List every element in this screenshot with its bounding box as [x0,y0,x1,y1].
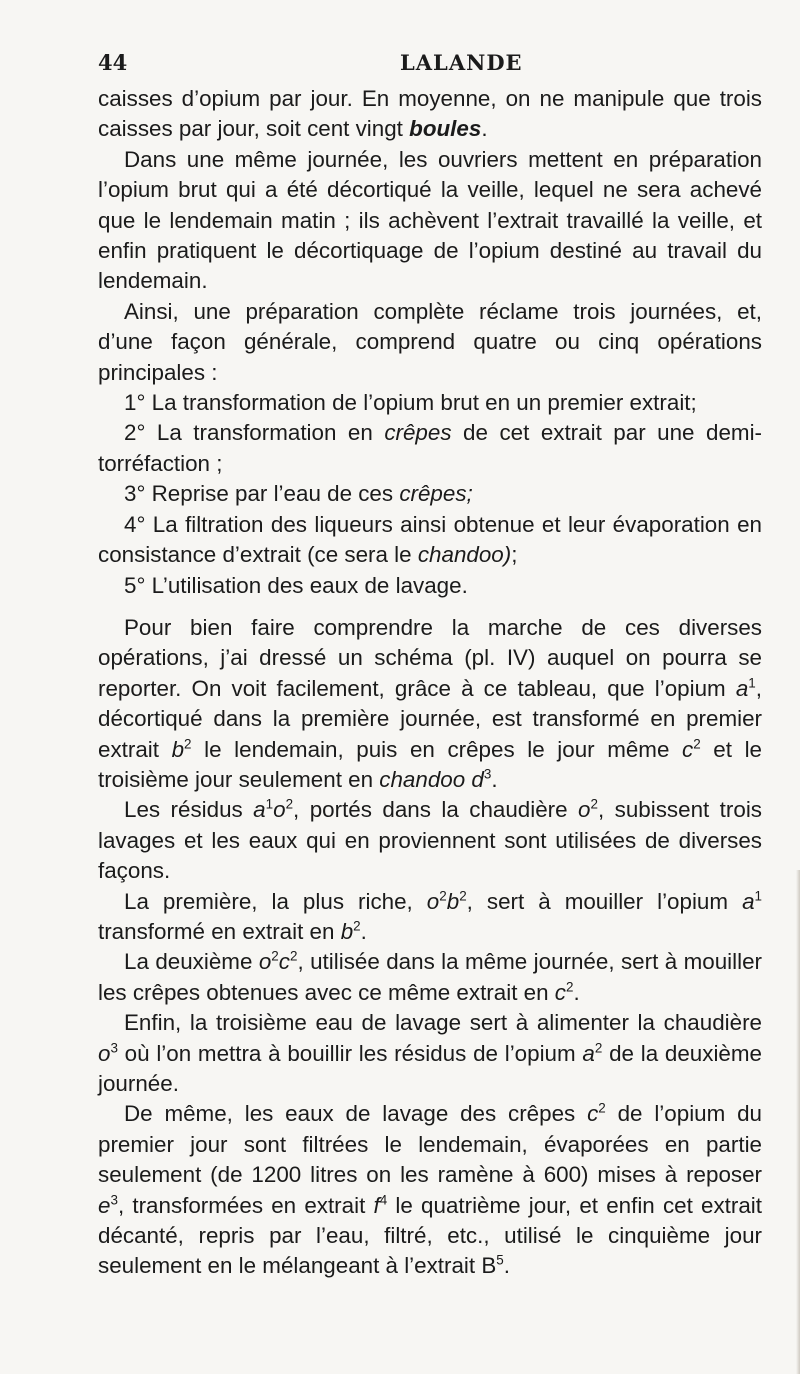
text-segment: 2 [565,979,574,995]
list-item-4 [98,510,762,571]
text-segment: La deuxième [124,949,259,975]
text-segment: o [258,949,272,975]
text-segment: . [491,766,498,792]
text-segment: b [446,888,460,914]
text-segment: Ainsi, une préparation complète réclame trois journées, et, d’une façon générale, comprend quatre ou cinq opérations principales : [98,298,762,385]
text-segment: Dans une même journée, les ouvriers mettent en préparation l’opium brut qui a été décortiqué la veille, lequel ne sera achevé que le lendemain matin ; ils achèvent l’extrait travaillé la veille, et enfin pratiquent le décortiquage de l’opium destiné au travail du lendemain. [98,146,762,294]
list-item-2 [98,418,762,479]
text-segment: . [503,1253,511,1279]
text-segment: et le troisième jour seulement en [98,736,762,792]
text-segment: De même, les eaux de lavage des crêpes [124,1101,588,1127]
text-segment: a [735,675,749,701]
text-segment: 3 [110,1040,118,1056]
text-segment: 2 [590,796,598,812]
text-segment: c [682,736,694,762]
text-segment: c [554,979,566,1005]
text-segment: 3 [110,1192,118,1208]
text-segment: o [426,888,440,914]
text-segment: , utilisée dans la même journée, sert à mouiller les crêpes obtenues avec ce même extrait en [98,949,762,1005]
text-segment: 2 [693,736,701,752]
page-number: 44 [98,50,128,75]
text-segment: 2 [598,1100,606,1116]
paragraph-crepes-wash [98,1099,762,1281]
text-segment: boules [409,116,482,142]
paragraph-schema [98,613,762,795]
text-segment: . [573,979,580,1005]
text-segment: 4° La filtration des liqueurs ainsi obtenue et leur évaporation en consistance d’extrait (ce sera le [98,511,762,568]
text-segment: le lendemain, puis en crêpes le jour même [191,736,683,762]
text-segment: . [360,918,367,944]
text-segment: ; [511,542,518,568]
paragraph-daily-work [98,145,762,297]
text-segment: a [582,1040,595,1066]
body-text [98,84,762,1282]
paragraph-continuation [98,84,762,145]
text-segment: , décortiqué dans la première journée, est transformé en premier extrait [98,675,762,762]
paragraph-residus [98,795,762,886]
text-segment: de cet extrait par une demi-torréfaction ; [98,420,762,476]
text-segment: c [278,949,290,975]
list-item-5 [98,571,762,601]
text-segment: caisses d’opium par jour. En moyenne, on ne manipule que trois caisses par jour, soit cent vingt [98,86,762,142]
text-segment: 3° Reprise par l’eau de ces [124,481,400,507]
list-item-1 [98,388,762,418]
text-segment: 4 [379,1192,388,1208]
paragraph-operations-intro [98,297,762,388]
text-segment: crêpes; [399,481,473,507]
text-segment: 1 [748,675,756,691]
text-segment: 5 [496,1252,504,1268]
paragraph-third-wash [98,1008,762,1099]
text-segment: , subissent trois lavages et les eaux qui en proviennent sont utilisées de diverses façons. [98,797,762,884]
text-segment: , transformées en extrait [117,1192,374,1218]
text-segment: transformé en extrait en [98,918,341,944]
text-segment: c [587,1101,599,1127]
text-segment: 2° La transformation en [124,420,385,446]
text-segment: Enfin, la troisième eau de lavage sert à alimenter la chaudière [124,1010,762,1036]
text-segment: chandoo d [379,766,484,792]
text-segment: 1 [754,888,762,904]
text-segment: 2 [285,796,294,812]
text-segment: de la deuxième journée. [98,1040,762,1096]
text-segment: La première, la plus riche, [124,888,427,914]
text-segment: e [98,1192,111,1218]
text-segment: f [373,1192,380,1218]
text-segment: où l’on mettra à bouillir les résidus de l’opium [117,1040,583,1066]
text-segment: 1° La transformation de l’opium brut en un premier extrait; [124,390,697,416]
text-segment: 2 [184,736,192,752]
text-segment: , portés dans la chaudière [293,797,579,823]
text-segment: 2 [459,888,467,904]
text-segment: o [273,797,286,823]
text-segment: Pour bien faire comprendre la marche de ces diverses opérations, j’ai dressé un schéma (pl. IV) auquel on pourra se reporter. On voit facilement, grâce à ce tableau, que l’opium [98,614,762,701]
text-segment: 2 [353,918,361,934]
text-segment: o [578,797,591,823]
text-segment: b [340,918,354,944]
text-segment: b [171,736,185,762]
text-segment: 2 [289,948,298,964]
paragraph-second-wash [98,947,762,1008]
paragraph-first-wash [98,887,762,948]
page-header [98,50,760,82]
text-segment: a [742,888,755,914]
text-segment: 2 [439,888,447,904]
page-edge-shadow [796,870,800,1374]
text-segment: 2 [271,948,279,964]
text-segment: le quatrième jour, et enfin cet extrait décanté, repris par l’eau, filtré, etc., utilisé le cinquième jour seulement en le mélangeant à l’extrait B [98,1192,762,1279]
text-segment: de l’opium du premier jour sont filtrées le lendemain, évaporées en partie seulement (de 1200 litres on les ramène à 600) mises à reposer [98,1101,763,1188]
text-segment: crêpes [384,420,452,446]
running-title: LALANDE [400,50,523,75]
text-segment: 5° L’utilisation des eaux de lavage. [124,572,468,598]
text-segment: , sert à mouiller l’opium [466,888,743,914]
list-item-3 [98,479,762,509]
text-segment: chandoo) [417,542,512,568]
text-segment: Les résidus [124,797,254,823]
text-segment: o [98,1040,111,1066]
text-segment: 3 [483,766,492,782]
text-segment: a [253,797,266,823]
text-segment: 2 [594,1040,603,1056]
text-segment: . [481,116,488,142]
text-segment: 1 [265,796,274,812]
